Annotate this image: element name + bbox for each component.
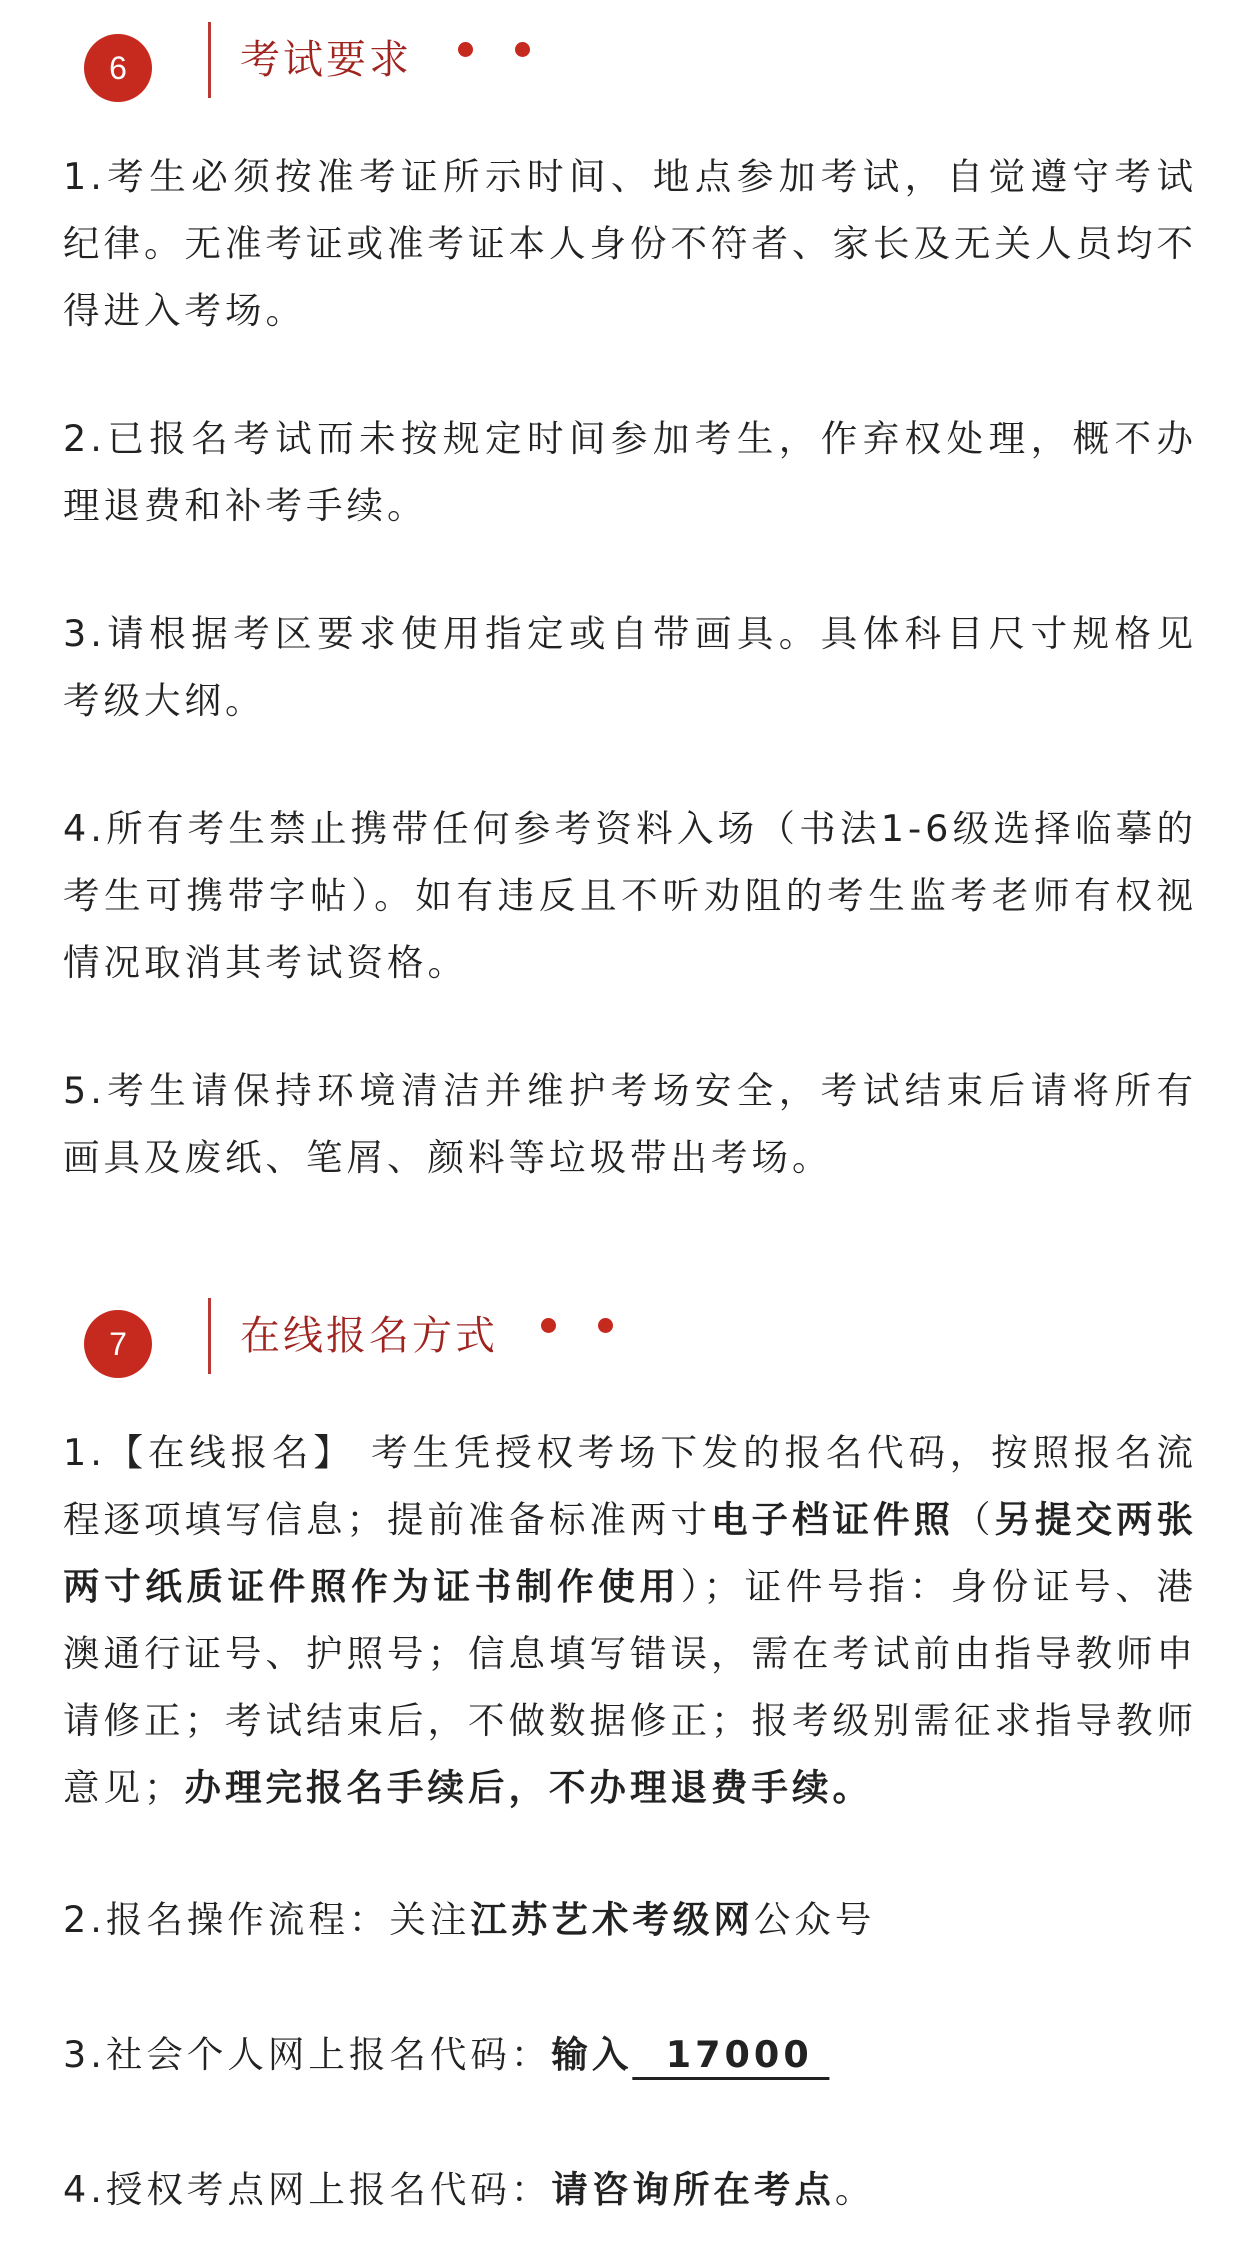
- bold-text: 请咨询所在考点: [551, 2168, 835, 2211]
- paragraph: 5.考生请保持环境清洁并维护考场安全，考试结束后请将所有画具及废纸、笔屑、颜料等垃圾带出考场。: [63, 1069, 1197, 1179]
- text-span: 3.社会个人网上报名代码：: [63, 2033, 552, 2076]
- section-title: 在线报名方式: [240, 1313, 498, 1359]
- bold-text: 办理完报名手续后，不办理退费手续。: [184, 1766, 873, 1809]
- registration-code: 17000: [632, 2033, 830, 2076]
- paragraph: 3.请根据考区要求使用指定或自带画具。具体科目尺寸规格见考级大纲。: [63, 612, 1197, 722]
- bold-text: 电子档证件照: [711, 1498, 954, 1541]
- divider-bar: [208, 1298, 211, 1374]
- bold-text: 江苏艺术考级网: [470, 1898, 754, 1941]
- divider-bar: [208, 22, 211, 98]
- text-span: 2.报名操作流程：关注: [63, 1898, 471, 1941]
- decorative-dot-icon: [515, 42, 530, 57]
- section-number-badge: 6: [84, 34, 152, 102]
- decorative-dot-icon: [458, 42, 473, 57]
- paragraph: 4.所有考生禁止携带任何参考资料入场（书法1-6级选择临摹的考生可携带字帖）。如有违反且不听劝阻的考生监考老师有权视情况取消其考试资格。: [63, 807, 1197, 984]
- text-span: 。: [834, 2168, 876, 2211]
- text-span: 4.授权考点网上报名代码：: [63, 2168, 552, 2211]
- decorative-dot-icon: [541, 1318, 556, 1333]
- online-registration-paragraph: [63, 1419, 1197, 1821]
- section-header-6: [0, 22, 1260, 122]
- text-span: （: [954, 1498, 995, 1541]
- bold-text: 输入: [551, 2033, 633, 2076]
- text-span: 公众号: [753, 1898, 876, 1941]
- text-span: 1.【在线报名】 考生凭授权考场下发的报名代码，按照报名流程逐项填写信息；提前准备标准两寸: [63, 1431, 1197, 1541]
- bold-text: 另提交两张两寸纸质证件照作为证书制作使用: [63, 1498, 1197, 1608]
- registration-process-paragraph: [63, 1886, 1197, 1953]
- section-header-7: [0, 1298, 1260, 1398]
- section-title: 考试要求: [240, 37, 412, 83]
- personal-code-paragraph: [63, 2021, 1197, 2088]
- text-span: ）；证件号指：身份证号、港澳通行证号、护照号；信息填写错误，需在考试前由指导教师申请修正；考试结束后，不做数据修正；报考级别需征求指导教师意见；: [63, 1565, 1198, 1809]
- authorized-code-paragraph: [63, 2156, 1197, 2223]
- section-number-badge: 7: [84, 1310, 152, 1378]
- paragraph: 1.考生必须按准考证所示时间、地点参加考试，自觉遵守考试纪律。无准考证或准考证本人身份不符者、家长及无关人员均不得进入考场。: [63, 155, 1197, 332]
- paragraph: 2.已报名考试而未按规定时间参加考生，作弃权处理，概不办理退费和补考手续。: [63, 417, 1197, 527]
- decorative-dot-icon: [598, 1318, 613, 1333]
